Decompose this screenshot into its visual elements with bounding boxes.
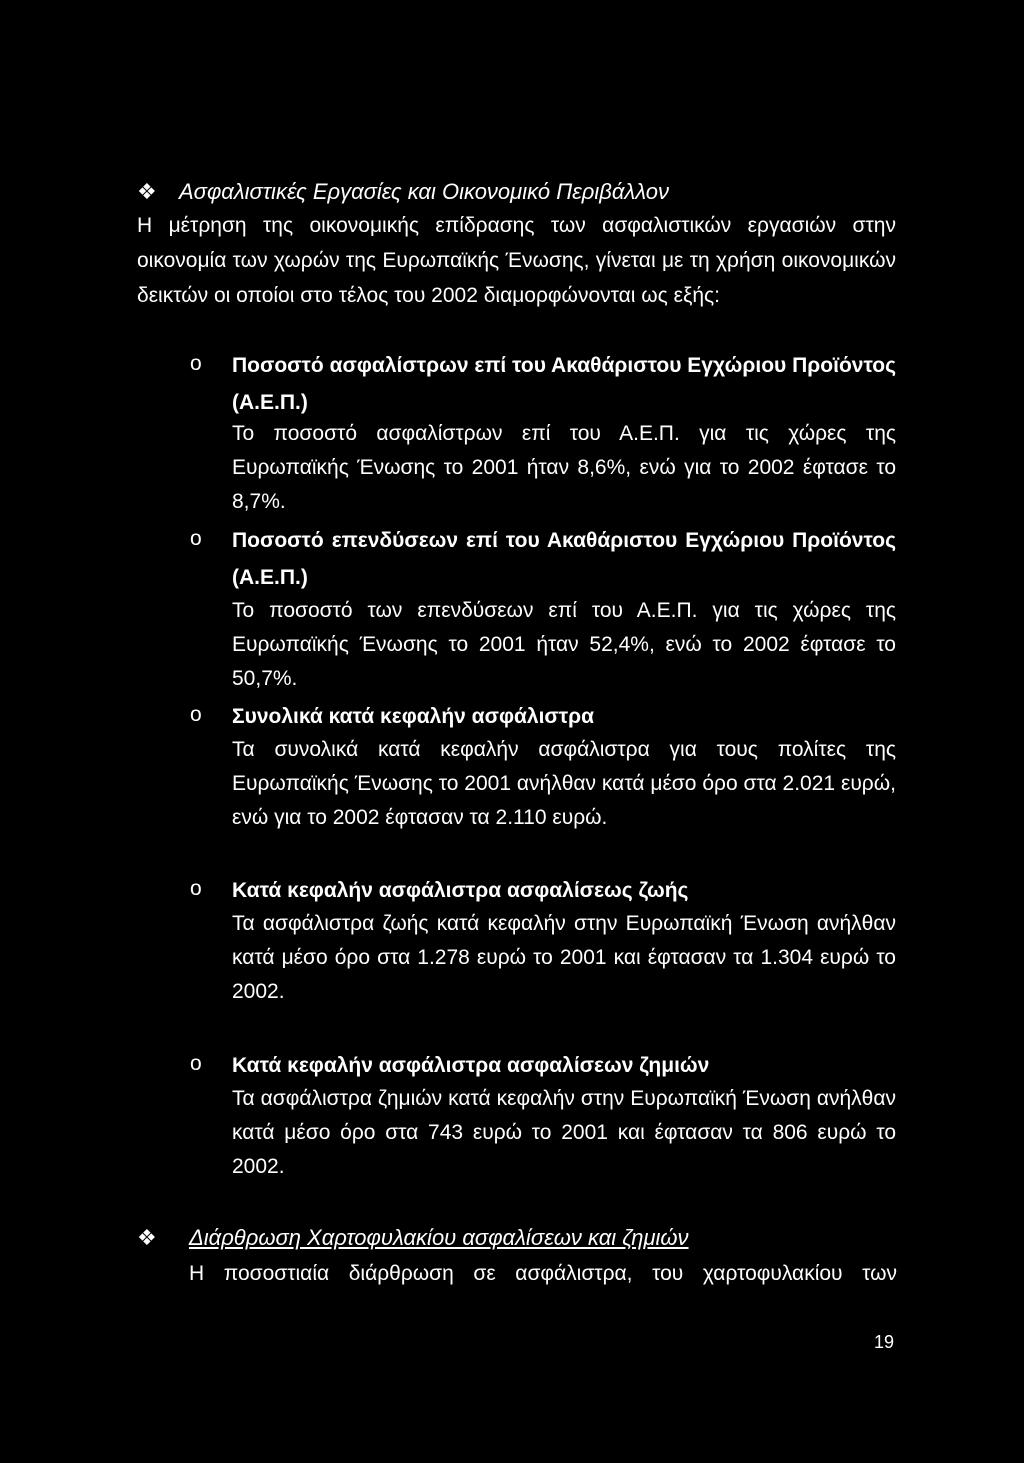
indicator-title: Ποσοστό ασφαλίστρων επί του Ακαθάριστου Εγχώριου Προϊόντος (Α.Ε.Π.) xyxy=(232,354,896,414)
diamond-bullet-icon: ❖ xyxy=(137,1225,157,1250)
indicator-text: Τα ασφάλιστρα ζωής κατά κεφαλήν στην Ευρωπαϊκή Ένωση ανήλθαν κατά μέσο όρο στα 1.278 ευρώ το 2001 και έφτασαν τα 1.304 ευρώ το 2002. xyxy=(232,912,896,1003)
circle-bullet-icon: o xyxy=(190,877,202,900)
page-number: 19 xyxy=(874,1332,895,1352)
circle-bullet-icon: o xyxy=(190,1052,202,1075)
intro-paragraph: Η μέτρηση της οικονομικής επίδρασης των ασφαλιστικών εργασιών στην οικονομία των χωρών της Ευρωπαϊκής Ένωσης, γίνεται με τη χρήση οικονομικών δεικτών οι οποίοι στο τέλος του 2002 διαμορφώνονται ως εξής: xyxy=(137,214,896,307)
diamond-bullet-icon: ❖ xyxy=(137,179,157,204)
indicator-text: Το ποσοστό ασφαλίστρων επί του Α.Ε.Π. για τις χώρες της Ευρωπαϊκής Ένωσης το 2001 ήταν 8,6%, ενώ για το 2002 έφτασε το 8,7%. xyxy=(232,422,896,513)
indicator-title: Ποσοστό επενδύσεων επί του Ακαθάριστου Εγχώριου Προϊόντος (Α.Ε.Π.) xyxy=(232,529,896,589)
section-heading-text: Ασφαλιστικές Εργασίες και Οικονομικό Περιβάλλον xyxy=(179,179,669,204)
indicator-text: Το ποσοστό των επενδύσεων επί του Α.Ε.Π. για τις χώρες της Ευρωπαϊκής Ένωσης το 2001 ήταν 52,4%, ενώ το 2002 έφτασε το 50,7%. xyxy=(232,599,896,690)
section-heading xyxy=(137,178,669,206)
section-heading xyxy=(137,1224,689,1252)
indicator-title: Κατά κεφαλήν ασφάλιστρα ασφαλίσεως ζωής xyxy=(232,879,689,902)
indicator-text: Τα ασφάλιστρα ζημιών κατά κεφαλήν στην Ευρωπαϊκή Ένωση ανήλθαν κατά μέσο όρο στα 743 ευρώ το 2001 και έφτασαν τα 806 ευρώ το 2002. xyxy=(232,1087,896,1178)
indicator-title: Κατά κεφαλήν ασφάλιστρα ασφαλίσεων ζημιών xyxy=(232,1054,710,1077)
circle-bullet-icon: o xyxy=(190,352,202,375)
circle-bullet-icon: o xyxy=(190,527,202,550)
intro-paragraph: Η ποσοστιαία διάρθρωση σε ασφάλιστρα, του χαρτοφυλακίου των xyxy=(189,1262,897,1285)
indicator-title: Συνολικά κατά κεφαλήν ασφάλιστρα xyxy=(232,705,595,728)
circle-bullet-icon: o xyxy=(190,703,202,726)
section-heading-text: Διάρθρωση Χαρτοφυλακίου ασφαλίσεων και ζημιών xyxy=(189,1225,689,1250)
indicator-text: Τα συνολικά κατά κεφαλήν ασφάλιστρα για τους πολίτες της Ευρωπαϊκής Ένωσης το 2001 ανήλθαν κατά μέσο όρο στα 2.021 ευρώ, ενώ για το 2002 έφτασαν τα 2.110 ευρώ. xyxy=(232,738,896,829)
